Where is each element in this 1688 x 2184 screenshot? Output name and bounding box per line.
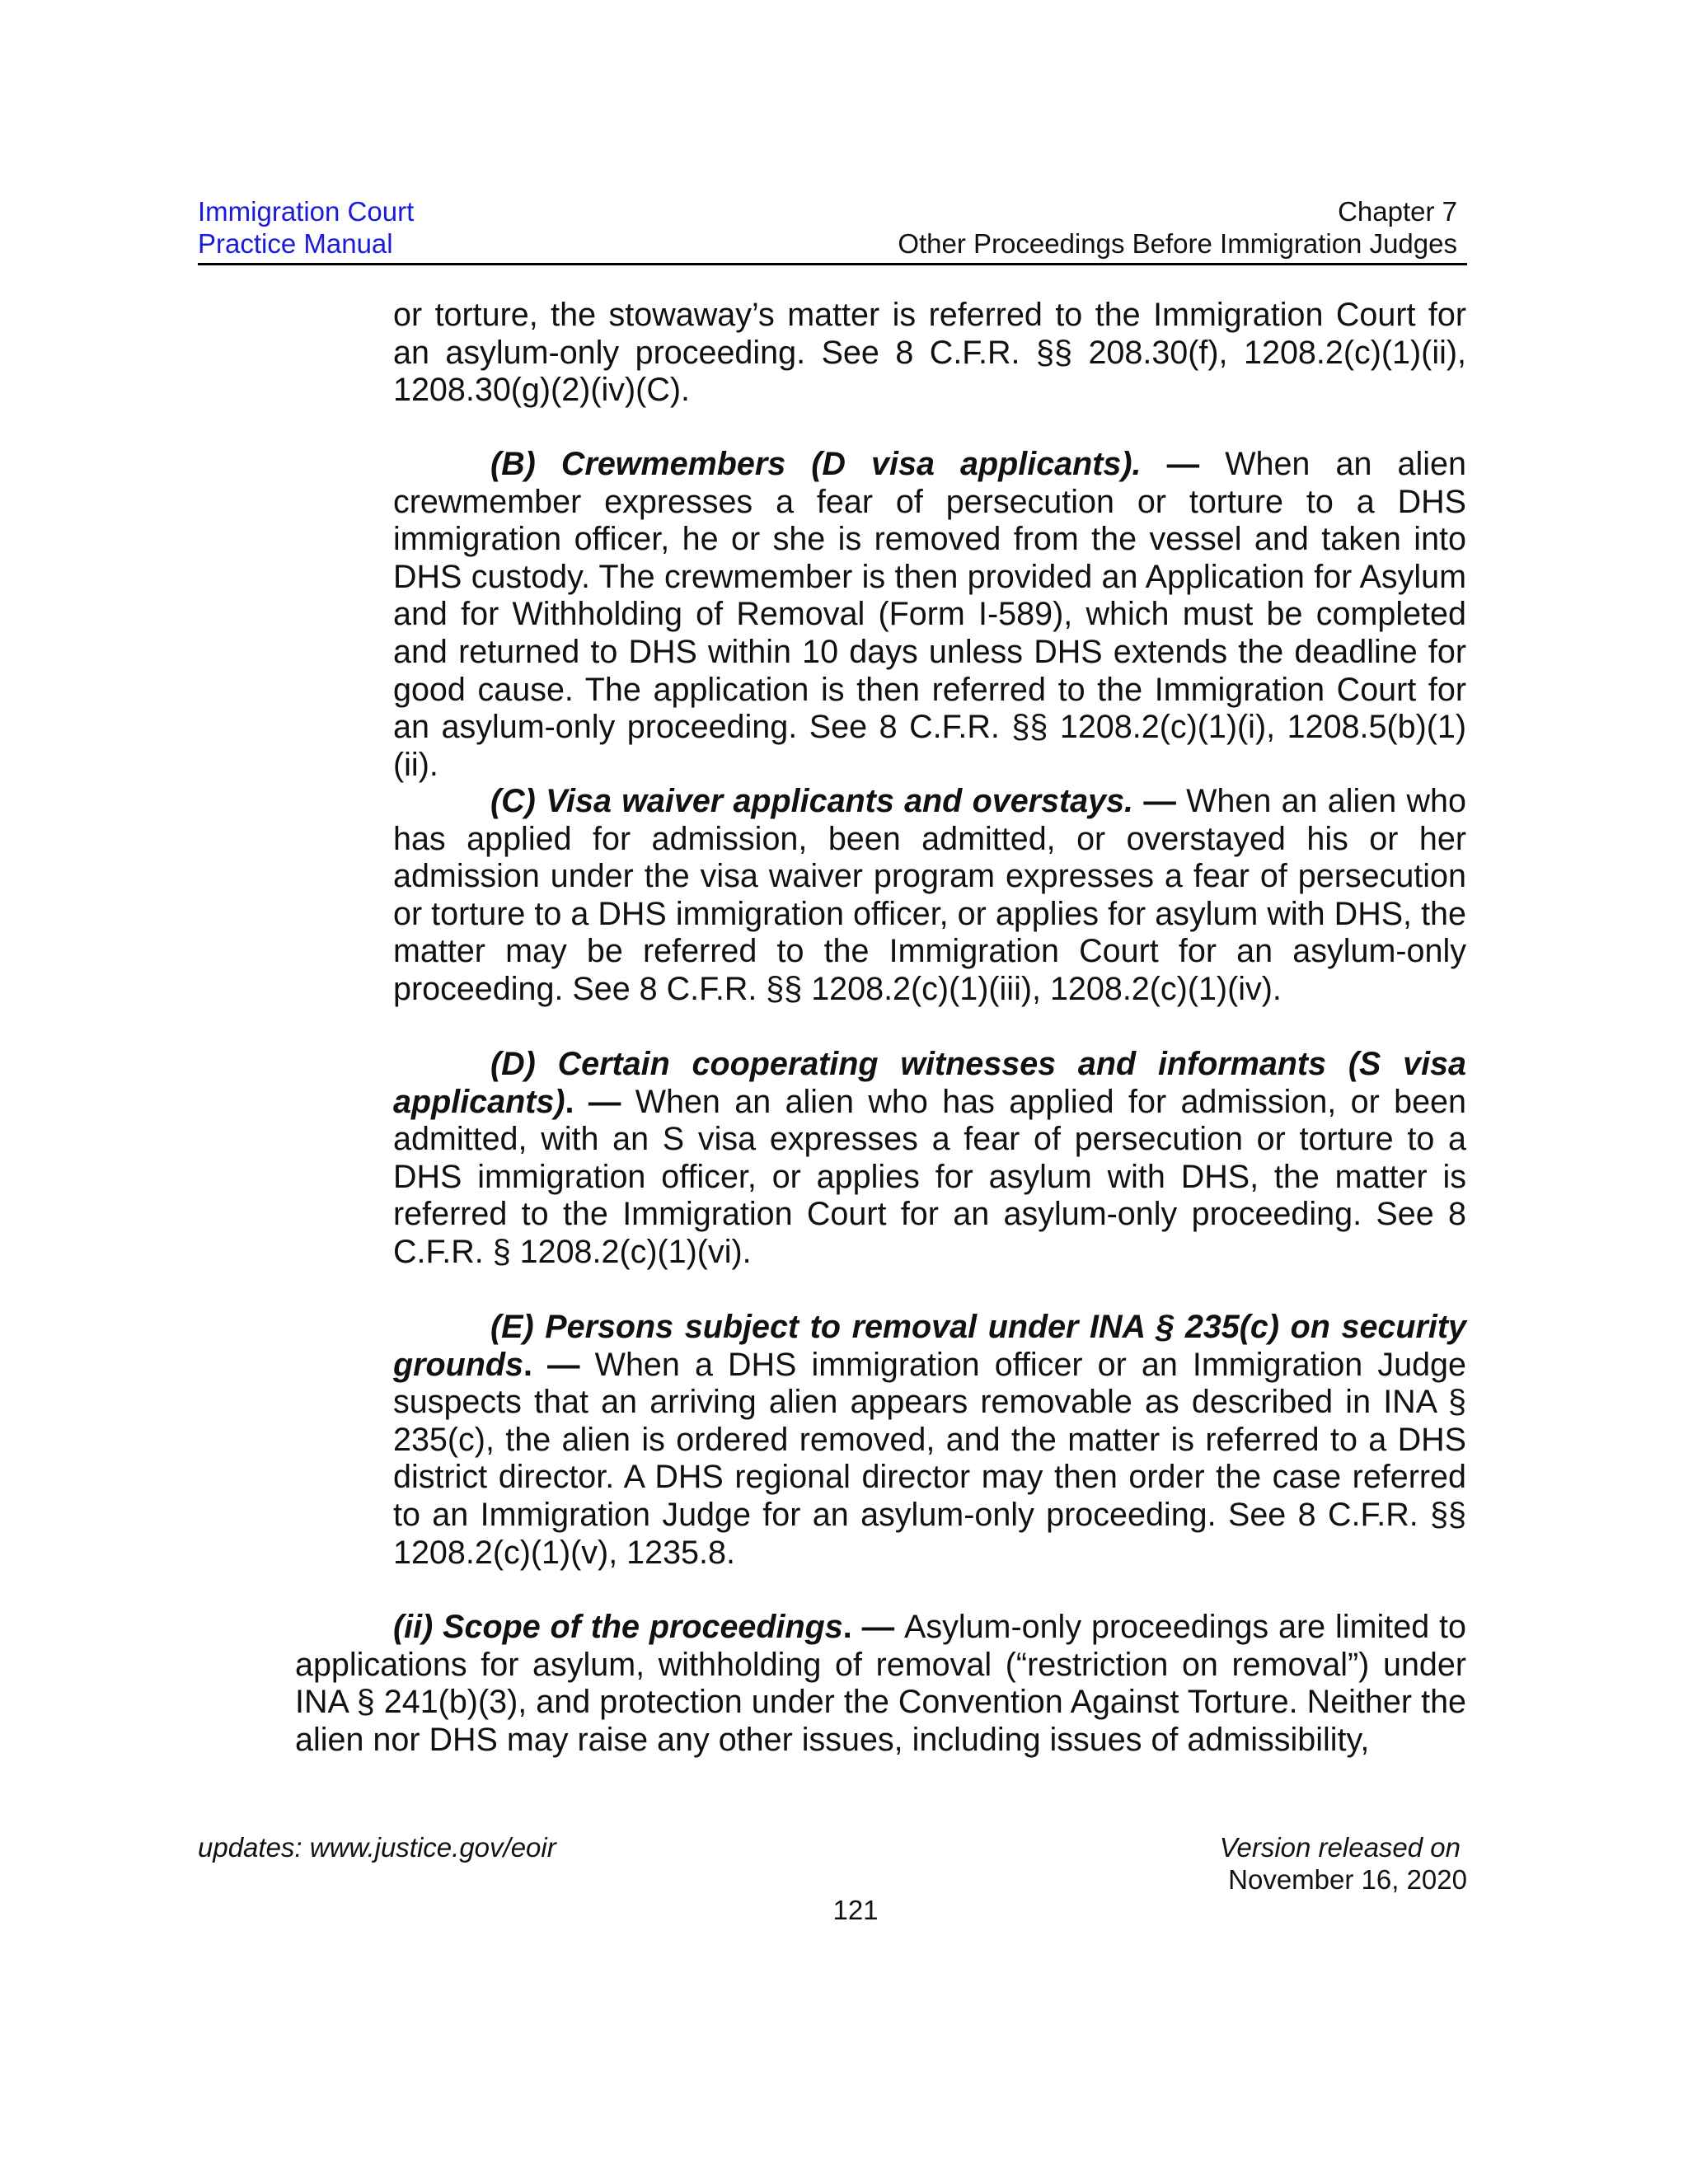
heading-dash: . — <box>565 1083 635 1120</box>
chapter-number: Chapter 7 <box>1338 196 1457 227</box>
paragraph-text: When an alien crewmember expresses a fear of persecution or torture to a DHS immigration officer, he or she is removed from the vessel and taken into DHS custody. The crewmember is then provided an Application for Asylum and for Withholding of Removal (Form I-589), which must be completed and returned to DHS within 10 days unless DHS extends the deadline for good cause. The application is then referred to the Immigration Court for an asylum-only proceeding. See 8 C.F.R. §§ 1208.2(c)(1)(i), 1208.5(b)(1)(ii). <box>393 446 1466 783</box>
paragraph-heading: (D) Certain cooperating witnesses and informants (S visa applicants) <box>393 1046 1466 1120</box>
manual-title <box>198 195 414 260</box>
heading-dash: . — <box>523 1346 595 1383</box>
paragraph-cooperating-witnesses <box>393 1046 1466 1272</box>
paragraph-heading: (E) Persons subject to removal under INA § 235(c) on security grounds <box>393 1309 1466 1383</box>
page-number: 121 <box>832 1895 879 1925</box>
updates-link: updates: www.justice.gov/eoir <box>198 1832 556 1863</box>
version-info <box>1220 1831 1467 1896</box>
chapter-title <box>898 195 1457 260</box>
chapter-name: Other Proceedings Before Immigration Judges <box>898 228 1457 259</box>
paragraph-text: or torture, the stowaway’s matter is referred to the Immigration Court for an asylum-only proceeding. See 8 C.F.R. §§ 208.30(f), 1208.2(c)(1)(ii), 1208.30(g)(2)(iv)(C). <box>393 297 1466 409</box>
paragraph-visa-waiver <box>393 783 1466 1009</box>
page-header <box>198 195 1467 265</box>
version-label: Version released on <box>1219 1832 1461 1863</box>
paragraph-scope <box>295 1609 1466 1759</box>
paragraph-text: When an alien who has applied for admission, been admitted, or overstayed his or her admission under the visa waiver program expresses a fear of persecution or torture to a DHS immigration officer, or applies for asylum with DHS, the matter may be referred to the Immigration Court for an asylum-only proceeding. See 8 C.F.R. §§ 1208.2(c)(1)(iii), 1208.2(c)(1)(iv). <box>393 783 1466 1007</box>
paragraph-heading: (ii) Scope of the proceedings <box>393 1609 843 1645</box>
paragraph-text: Asylum-only proceedings are limited to applications for asylum, withholding of removal (“restriction on removal”) under INA § 241(b)(3), and protection under the Convention Against Torture. Neither the alien nor DHS may raise any other issues, including issues of admissibility, <box>295 1609 1466 1758</box>
manual-title-line2: Practice Manual <box>198 228 393 259</box>
heading-dash: . — <box>842 1609 904 1645</box>
heading-dash: — <box>1133 783 1187 819</box>
paragraph-text: When an alien who has applied for admission, or been admitted, with an S visa expresses a fear of persecution or torture to a DHS immigration officer, or applies for asylum with DHS, the matter is referred to the Immigration Court for an asylum-only proceeding. See 8 C.F.R. § 1208.2(c)(1)(vi). <box>393 1083 1466 1270</box>
version-date: November 16, 2020 <box>1228 1864 1467 1895</box>
paragraph-heading: (C) Visa waiver applicants and overstays. <box>490 783 1134 819</box>
heading-dash: — <box>1141 446 1226 482</box>
paragraph-crewmembers <box>393 446 1466 784</box>
continuation-paragraph <box>393 297 1466 410</box>
manual-title-line1: Immigration Court <box>198 196 415 227</box>
paragraph-security-grounds <box>393 1309 1466 1572</box>
paragraph-heading: (B) Crewmembers (D visa applicants). <box>490 446 1142 482</box>
paragraph-text: When a DHS immigration officer or an Immigration Judge suspects that an arriving alien appears removable as described in INA § 235(c), the alien is ordered removed, and the matter is referred to a DHS district director. A DHS regional director may then order the case referred to an Immigration Judge for an asylum-only proceeding. See 8 C.F.R. §§ 1208.2(c)(1)(v), 1235.8. <box>393 1346 1466 1571</box>
